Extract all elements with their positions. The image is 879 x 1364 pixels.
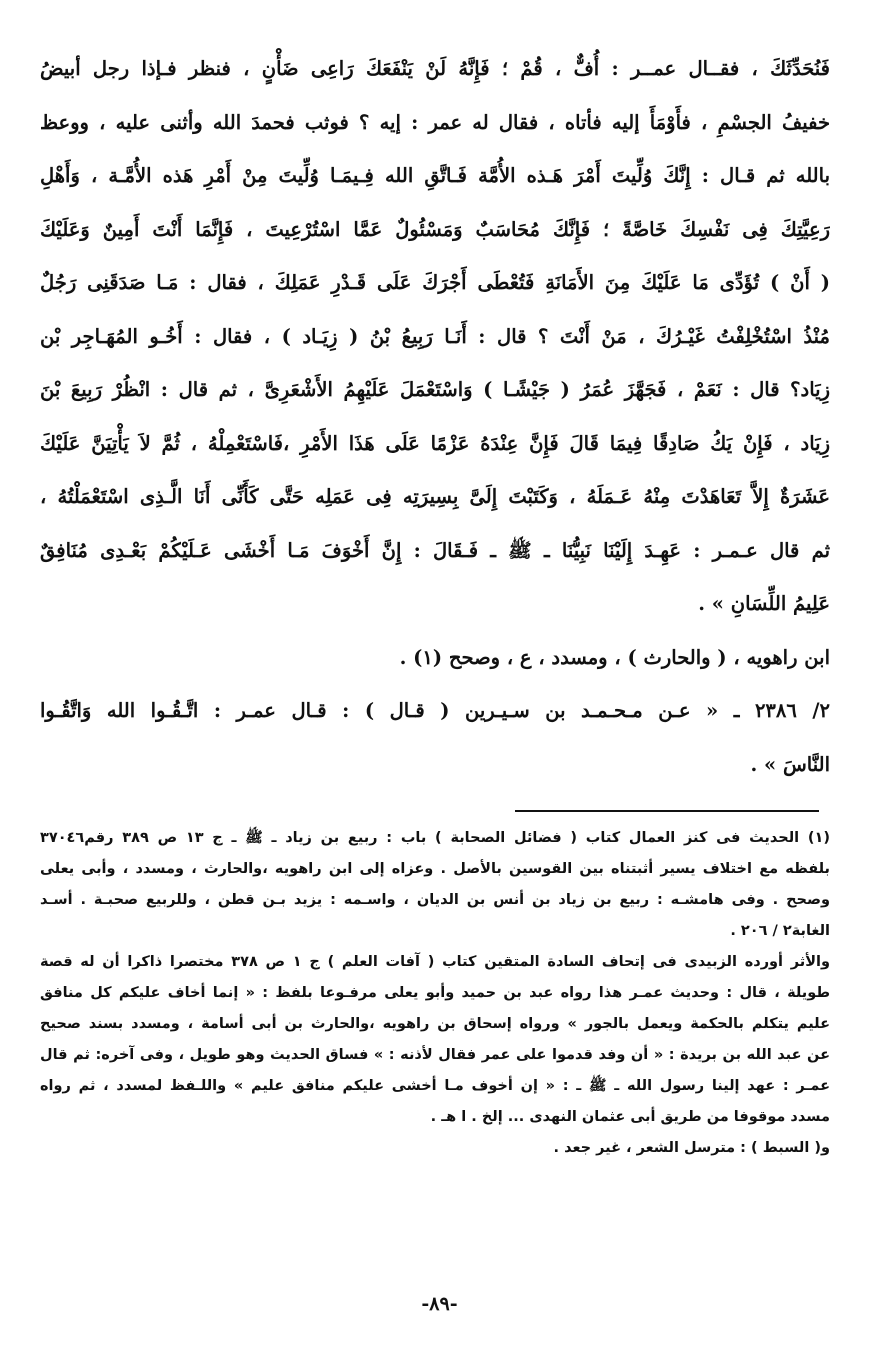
body-line: ( أَنْ ) تُؤَدِّى مَا عَلَيْكَ مِنَ الأَمَانَةِ فَتُعْطَى أَجْرَكَ عَلَى قَـدْرِ عَمَلِكَ ، فقال : مَـا صَدَقَنِى رَجُلٌ [40,271,830,294]
body-line: عَلِيمُ اللِّسَانِ » . [698,592,830,615]
body-line: ثم قال عـمـر : عَهِـدَ إِلَيْنَا نَبِيُّنَا ـ ﷺ ـ فَـقَالَ : إِنَّ أَخْوَفَ مَـا أَخْشَى عَـلَيْكُمْ بَعْـدِى مُنَافِقٌ [40,538,830,562]
body-line: عَشَرَةٌ إِلاَّ تَعَاهَدْتَ مِنْهُ عَـمَلَهُ ، وَكَتَبْتَ إِلَىَّ بِسِيرَتِه فِى عَمَلِه حَتَّى كَأَنِّى أَنَا الَّـذِى اسْتَعْمَلْتُهُ ، [40,485,830,508]
footnote-line: عليم يتكلم بالحكمة ويعمل بالجور » ورواه إسحاق بن راهويه ،والحارث بن أبى أسامة ، ومسدد بسند صحيح [40,1016,830,1032]
body-line: زِيَاد؟ قال : نَعَمْ ، فَجَهَّزَ عُمَرُ ( جَيْشًـا ) وَاسْتَعْمَلَ عَلَيْهِمُ الأَشْعَرِىَّ ، ثم قال : انْظُرْ رَبِيعَ بْنَ [40,378,830,401]
footnote-line: مسدد موقوفا من طريق أبى عثمان النهدى ... إلخ . ا هـ . [430,1109,830,1125]
footnote-line: الغابة٢ / ٢٠٦ . [730,923,830,939]
body-line: بالله ثم قـال : إِنَّكَ وُلِّيتَ أَمْرَ هَـذه الأُمَّة فَـاتَّقِ الله فِـيمَـا وُلِّيتَ مِنْ أَمْرِ هَذه الأُمَّـة ، وَأَهْلِ [40,164,830,187]
footnotes-block [40,823,830,1164]
footnote-line: و( السبط ) : مترسل الشعر ، غير جعد . [553,1140,830,1156]
footnote-line: عمـر : عهد إلينا رسول الله ـ ﷺ ـ : « إن أخوف مـا أخشى عليكم منافق عليم » واللـفظ لمسدد ، ثم رواه [40,1078,830,1094]
hadith-entry-line: ٢/ ٢٣٨٦ ـ « عـن مـحـمـد بن سـيـرين ( قـال ) : قـال عمـر : اتَّـقُـوا الله وَاتَّقُـوا [40,699,830,722]
footnote-line: عن عبد الله بن بريدة : « أن وفد قدموا على عمر فقال لأذنه : » فساق الحديث وهو طويل ، وفى آخره: ثم قال [40,1047,830,1063]
footnote-divider [515,810,819,812]
body-line: مُنْذُ اسْتُخْلِفْتُ غَيْـرُكَ ، مَنْ أَنْتَ ؟ قال : أَنَـا رَبِيعُ بْنُ ( زِيَـاد ) ، فقال : أَخُـو المُهَـاجِر بْن [40,324,830,348]
main-text-block [40,42,830,791]
body-line: رَعِيَّتِكَ فِى نَفْسِكَ خَاصَّةً ؛ فَإِنَّكَ مُحَاسَبٌ وَمَسْئُولٌ عَمَّا اسْتُرْعِيتَ ، فَإِنَّمَا أَنْتَ أَمِينٌ وَعَلَيْكَ [40,217,830,241]
body-line: خفيفُ الجسْمِ ، فأَوْمَأَ إليه فأتاه ، فقال له عمر : إيه ؟ فوثب فحمدَ الله وأثنى عليه ، ووعظ [40,110,830,134]
footnote-line: بلفظه مع اختلاف يسير أثبتناه بين القوسين بالأصل . وعزاه إلى ابن راهويه ،والحارث ، ومسدد ، وأبى يعلى [40,861,830,877]
hadith-entry-line: النَّاسَ » . [750,752,830,776]
footnote-line: (١) الحديث فى كنز العمال كتاب ( فضائل الصحابة ) باب : ربيع بن زياد ـ ﷺ ـ ج ١٣ ص ٣٨٩ رقم٣٧٠٤٦ [40,830,830,846]
body-line: فَنُحَدِّثَكَ ، فقــال عمــر : أُفٌّ ، قُمْ ؛ فَإِنَّهُ لَنْ يَنْفَعَكَ رَاعِى ضَأْنٍ ، فنظر فـإذا رجل أبيضُ [40,57,830,80]
footnote-line: والأثر أورده الزبيدى فى إتحاف السادة المتقين كتاب ( آفات العلم ) ج ١ ص ٣٧٨ مختصرا ذاكرا أن له قصة [40,954,830,970]
footnote-line: طويلة ، قال : وحديث عمـر هذا رواه عبد بن حميد وأبو يعلى مرفـوعا بلفظ : « إنما أخاف عليكم كل منافق [40,985,830,1001]
page-number: -٨٩- [421,1293,458,1315]
footnote-line: وصحح . وفى هامشـه : ربيع بن زياد بن أنس بن الديان ، واسـمه : يزيد بـن قطن ، وللربيع صحبـة . أسـد [40,892,830,908]
body-line: زِيَاد ، فَإِنْ يَكُ صَادِقًا فِيمَا قَالَ فَإِنَّ عِنْدَهُ عَزْمًا عَلَى هَذَا الأَمْرِ ،فَاسْتَعْمِلْهُ ، ثُمَّ لاَ يَأْتِيَنَّ عَلَيْكَ [40,431,830,455]
source-citation-line: ابن راهويه ، ( والحارث ) ، ومسدد ، ع ، وصحح (١) . [399,645,830,669]
